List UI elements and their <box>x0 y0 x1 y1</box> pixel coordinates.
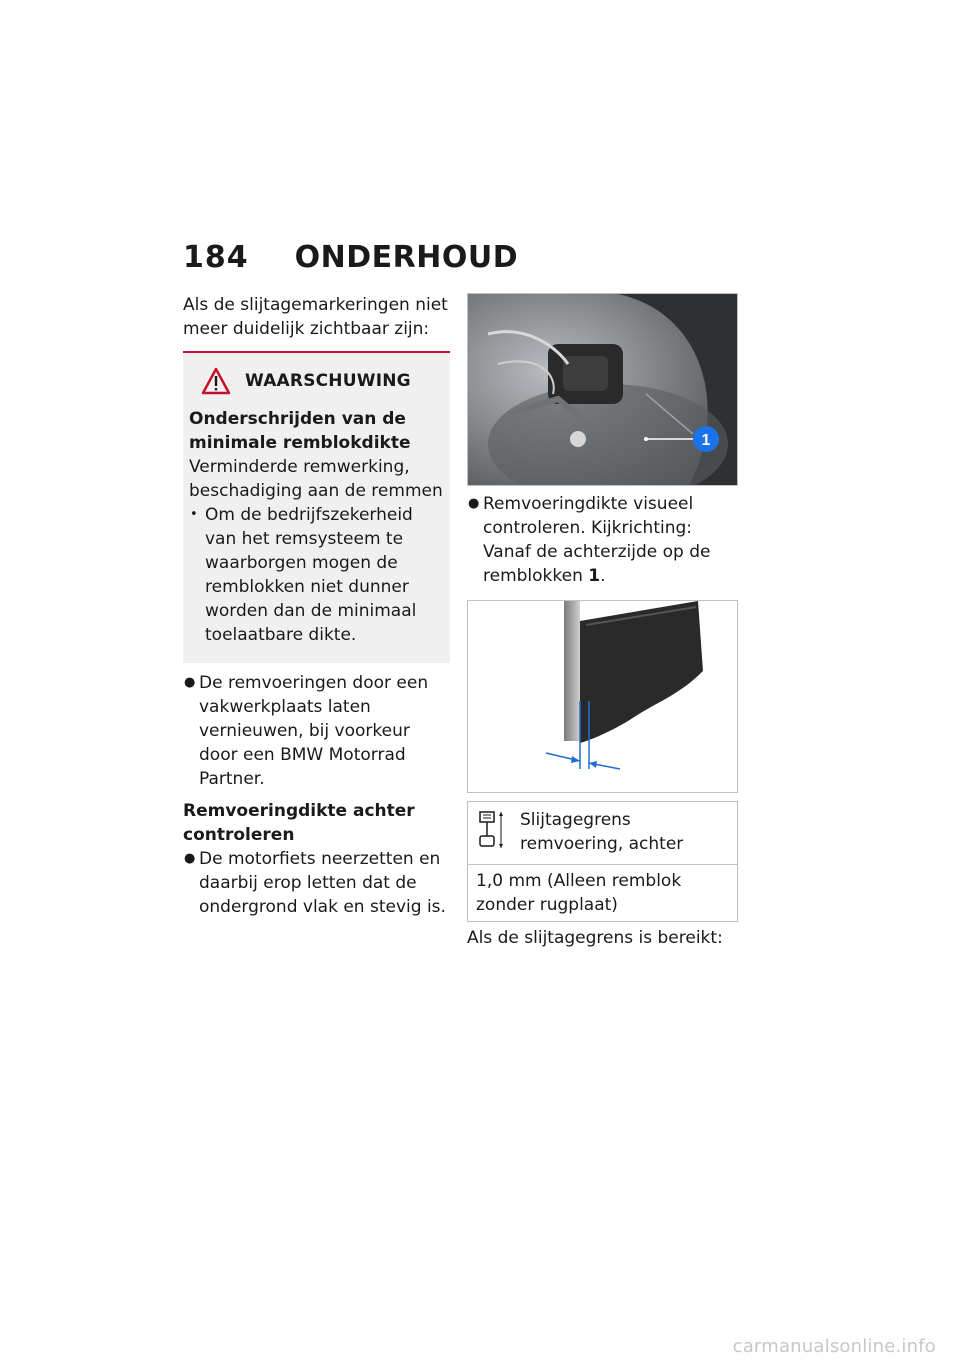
brake-pad-wear-icon <box>474 808 510 852</box>
page-header <box>183 240 518 275</box>
outro-text: Als de slijtagegrens is bereikt: <box>467 928 723 948</box>
watermark: carmanualsonline.info <box>732 1336 936 1357</box>
list-item-text: Remvoeringdikte visueel controleren. Kijkrichting: Vanaf de achterzijde op de remblokken <box>483 494 711 586</box>
list-item-end: . <box>600 566 606 586</box>
page-number: 184 <box>183 240 249 275</box>
list-item-text: De motorfiets neerzetten en daarbij erop letten dat de ondergrond vlak en stevig is. <box>199 849 446 917</box>
warning-header <box>189 367 444 395</box>
list-item <box>183 847 450 919</box>
right-column <box>467 293 738 950</box>
brake-pad-thickness-illustration <box>468 601 738 793</box>
bullet-icon: ● <box>184 675 196 690</box>
intro-text: Als de slijtagemarkeringen niet meer duidelijk zichtbaar zijn: <box>183 295 448 339</box>
warning-subtitle: Onderschrijden van de minimale remblokdikte <box>189 409 411 453</box>
callout-number: 1 <box>701 432 711 449</box>
warning-list <box>189 503 444 647</box>
list-item <box>183 671 450 791</box>
section-title: ONDERHOUD <box>294 240 519 275</box>
list-item <box>467 492 738 588</box>
warning-text: Verminderde remwerking, beschadiging aan de remmen <box>189 457 443 501</box>
instruction-list-2 <box>183 847 450 919</box>
brake-pad-diagram <box>467 600 738 793</box>
left-column <box>183 293 450 925</box>
spec-header-row <box>468 802 737 865</box>
bullet-icon: • <box>190 507 198 522</box>
spec-value: 1,0 mm (Alleen remblok zonder rugplaat) <box>476 871 682 915</box>
warning-triangle-icon <box>201 367 231 395</box>
brake-caliper-photo <box>467 293 738 486</box>
spec-table <box>467 801 738 922</box>
instruction-list-1 <box>183 671 450 791</box>
warning-title: WAARSCHUWING <box>245 371 411 391</box>
reference-number: 1 <box>588 566 601 586</box>
bullet-icon: ● <box>184 851 196 866</box>
brake-caliper-illustration <box>468 294 738 486</box>
subheading: Remvoeringdikte achter controleren <box>183 801 415 845</box>
instruction-list-3 <box>467 492 738 588</box>
warning-bullet <box>189 503 444 647</box>
bullet-icon: ● <box>468 496 480 511</box>
warning-box <box>183 351 450 663</box>
spec-label: Slijtagegrens remvoering, achter <box>520 810 684 854</box>
warning-bullet-text: Om de bedrijfszekerheid van het remsysteem te waarborgen mogen de remblokken niet dunner worden dan de minimaal toelaatbare dikte. <box>205 505 417 645</box>
list-item-text: De remvoeringen door een vakwerkplaats laten vernieuwen, bij voorkeur door een BMW Motorrad Partner. <box>199 673 429 789</box>
